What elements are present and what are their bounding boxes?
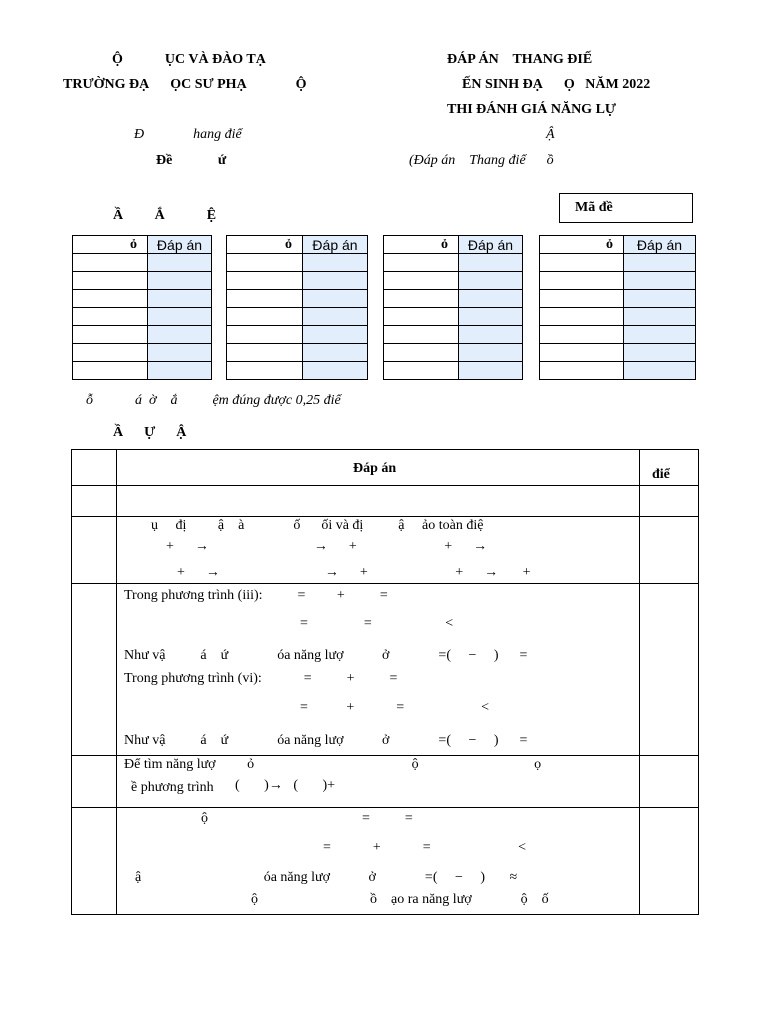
table-row — [227, 362, 368, 380]
table-row — [72, 808, 699, 915]
question-header: ỏ — [540, 236, 624, 254]
answer-line: ộ ồ ạo ra năng lượ ộ ố — [251, 892, 549, 907]
table-row — [73, 290, 212, 308]
answer-line: ộ = = — [201, 811, 413, 826]
answer-line: = = < — [300, 616, 454, 631]
table-row — [540, 326, 696, 344]
table-row — [540, 362, 696, 380]
table-row — [384, 272, 523, 290]
ministry-name: Ộ ỤC VÀ ĐÀO TẠ — [112, 52, 266, 67]
exam-title: ẾN SINH ĐẠ Ọ NĂM 2022 — [462, 77, 651, 92]
answer-line: Trong phương trình (vi): = + = — [124, 671, 398, 686]
table-row — [384, 254, 523, 272]
answer-line: ề phương trình — [131, 780, 214, 795]
subtitle-left: Đ hang điể — [134, 127, 242, 142]
table-row — [73, 308, 212, 326]
table-row — [540, 344, 696, 362]
table-row — [73, 344, 212, 362]
answer-table-3 — [383, 235, 523, 380]
table-row — [540, 290, 696, 308]
answer-header: Đáp án — [624, 236, 696, 254]
table-row — [540, 272, 696, 290]
answer-line: + → → + + → — [166, 539, 488, 554]
score-column-header: điể — [652, 467, 670, 482]
question-header: ỏ — [384, 236, 459, 254]
table-row — [72, 486, 699, 517]
document-type: ĐÁP ÁN THANG ĐIẾ — [447, 52, 593, 67]
section1-title: Ầ Ắ Ệ — [113, 208, 217, 223]
table-row — [540, 254, 696, 272]
answer-table-1 — [72, 235, 212, 380]
table-header-row — [72, 450, 699, 486]
assessment-title: THI ĐÁNH GIÁ NĂNG LỰ — [447, 102, 617, 117]
table-row — [73, 254, 212, 272]
answer-line: Như vậ á ứ óa năng lượ ở =( − ) = — [124, 733, 528, 748]
table-row — [227, 290, 368, 308]
answer-table-4 — [539, 235, 696, 380]
self-essay-table — [71, 449, 699, 915]
answer-line: ụ đị ậ à ố ối và đị ậ ảo toàn điệ — [151, 518, 484, 533]
answer-header: Đáp án — [148, 236, 212, 254]
answer-line: Trong phương trình (iii): = + = — [124, 588, 388, 603]
table-row — [227, 308, 368, 326]
exam-code-box — [559, 193, 693, 223]
table-row — [73, 272, 212, 290]
table-row — [72, 756, 699, 808]
table-row — [540, 308, 696, 326]
table-row — [227, 254, 368, 272]
table-row — [227, 326, 368, 344]
table-row — [384, 308, 523, 326]
question-header: ỏ — [73, 236, 148, 254]
answer-header: Đáp án — [459, 236, 523, 254]
subtitle-right: Ậ — [546, 127, 555, 142]
scoring-note: ỗ á ờ ắ ệm đúng được 0,25 điể — [86, 393, 341, 408]
subject-note: (Đáp án Thang điể ồ — [409, 153, 554, 168]
answer-line: ậ óa năng lượ ở =( − ) ≈ — [135, 870, 518, 885]
question-header: ỏ — [227, 236, 303, 254]
table-row — [227, 344, 368, 362]
table-row — [384, 326, 523, 344]
section2-title: Ầ Ự Ậ — [113, 425, 187, 440]
table-row — [227, 272, 368, 290]
answer-line: = + = < — [300, 700, 490, 715]
answer-column-header: Đáp án — [353, 461, 397, 476]
table-row — [73, 362, 212, 380]
table-row — [72, 517, 699, 584]
table-row — [384, 344, 523, 362]
table-row — [73, 326, 212, 344]
answer-line: = + = < — [323, 840, 527, 855]
answer-header: Đáp án — [303, 236, 368, 254]
university-name: TRƯỜNG ĐẠ ỌC SƯ PHẠ Ộ — [63, 77, 307, 92]
table-row — [384, 362, 523, 380]
answer-line: ( )→ ( )+ — [235, 778, 336, 793]
table-row — [384, 290, 523, 308]
exam-code-label: Mã đề — [575, 200, 613, 215]
answer-line: + → → + + → + — [177, 565, 531, 580]
subject-label: Đề ứ — [156, 153, 227, 168]
table-row — [72, 584, 699, 756]
answer-line: Như vậ á ứ óa năng lượ ở =( − ) = — [124, 648, 528, 663]
answer-line: Để tìm năng lượ ỏ ộ ọ — [124, 757, 542, 772]
answer-table-2 — [226, 235, 368, 380]
